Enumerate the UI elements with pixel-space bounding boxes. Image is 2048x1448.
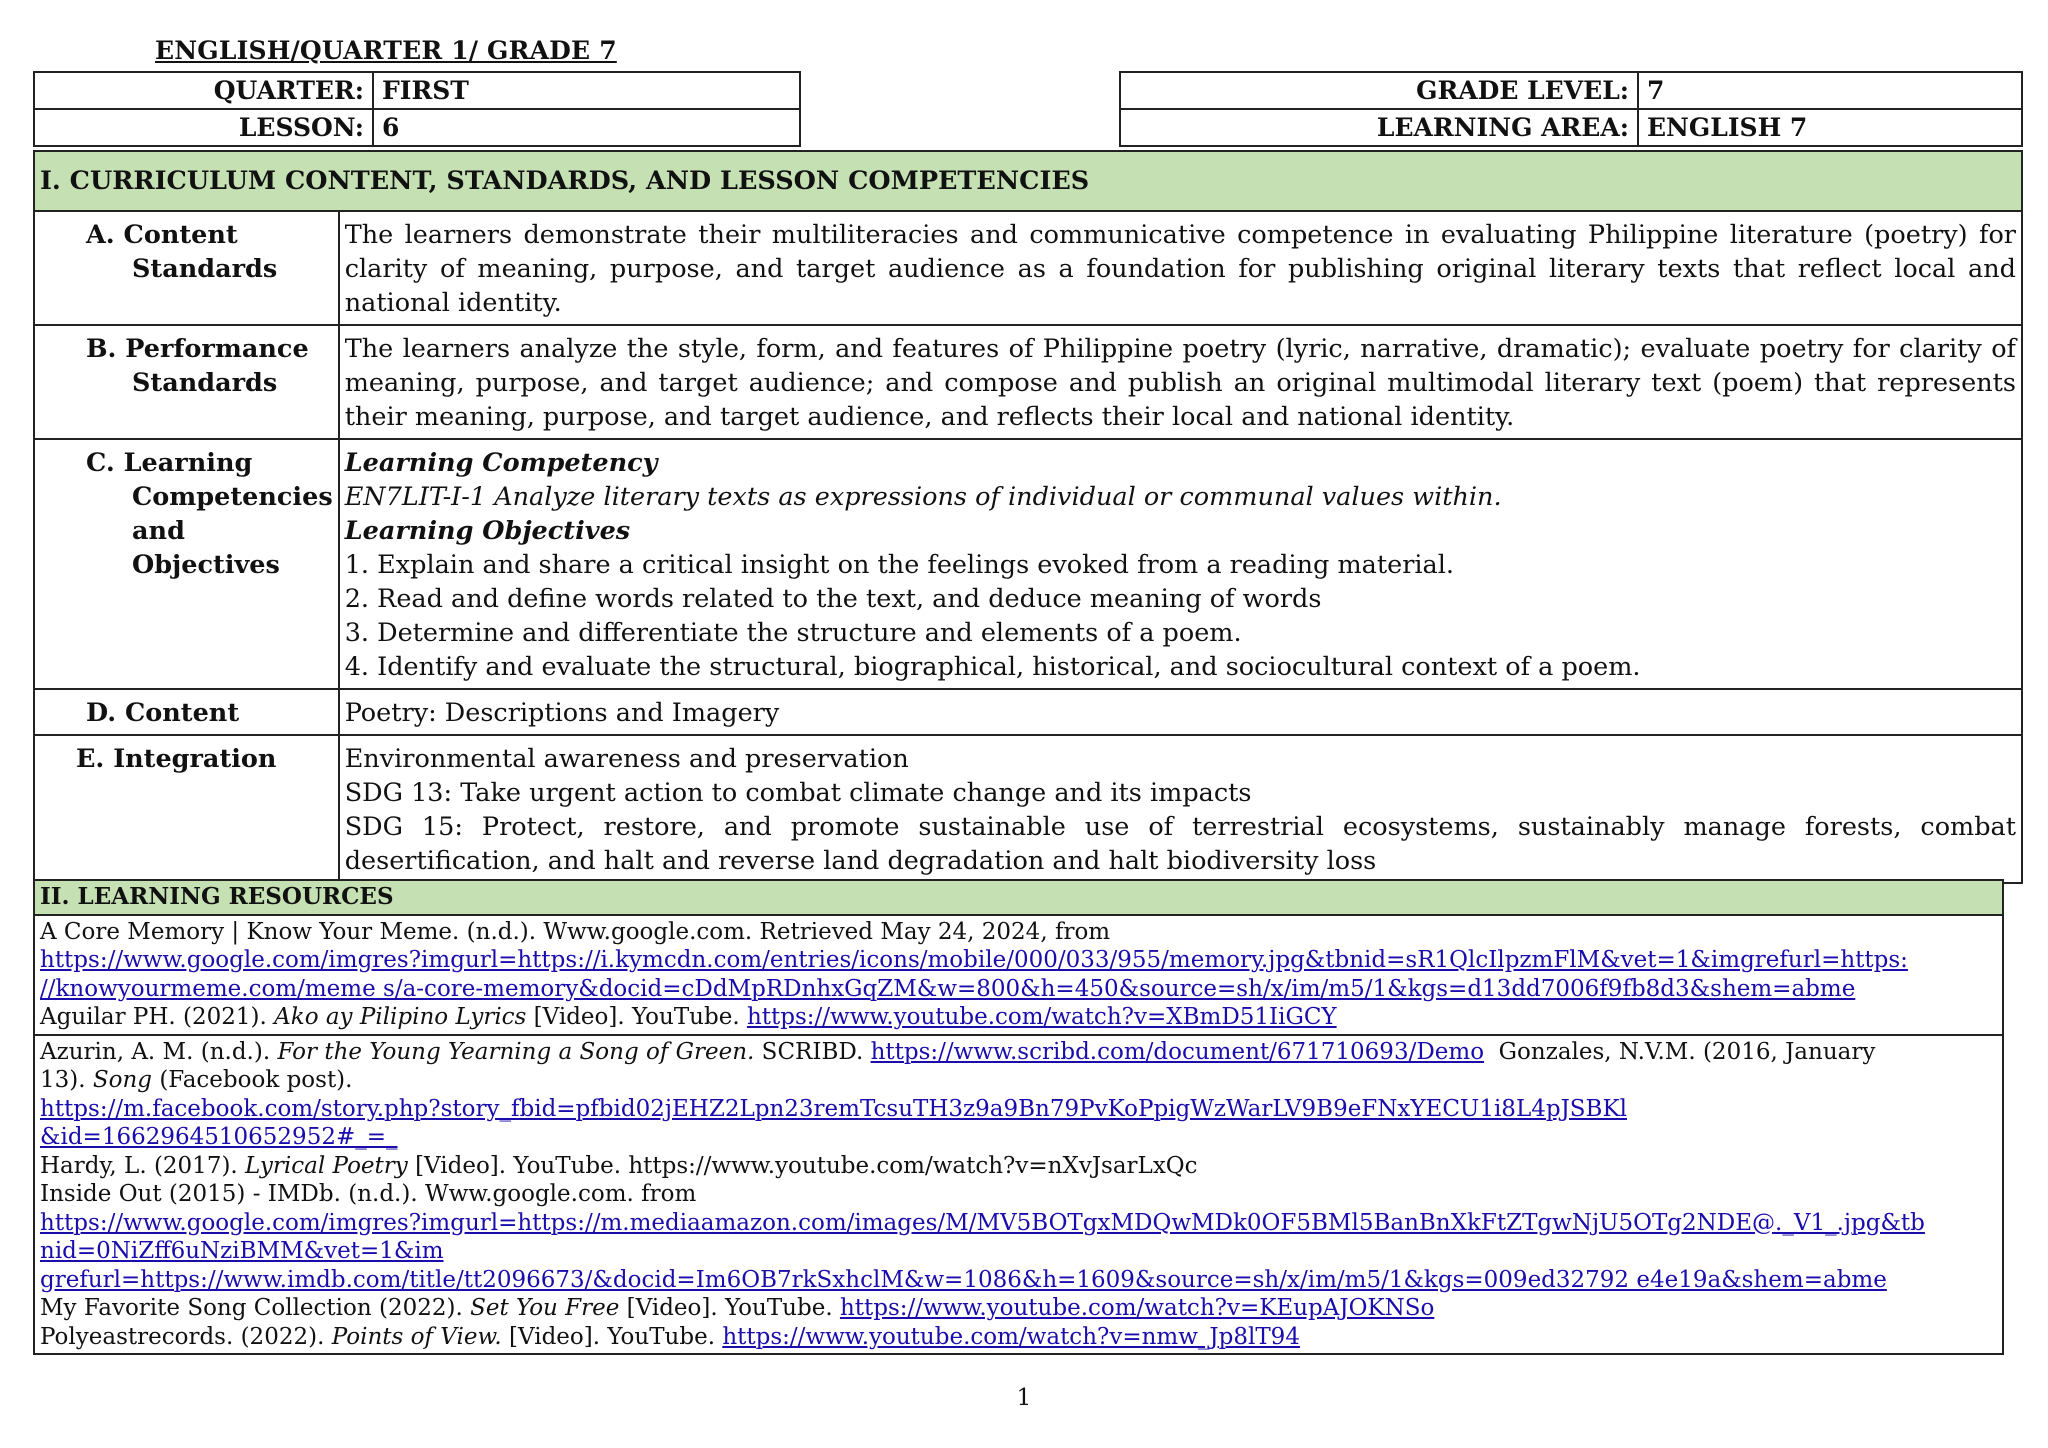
learning-area-label: LEARNING AREA: (1120, 109, 1638, 146)
row-label-line: D. Content (86, 698, 240, 728)
learning-competencies-content (339, 439, 2022, 689)
reference-entry (40, 1003, 1997, 1032)
reference-text: 13). (40, 1067, 93, 1093)
section-1-heading: I. CURRICULUM CONTENT, STANDARDS, AND LESSON COMPETENCIES (34, 151, 2022, 211)
objective-item: 1. Explain and share a critical insight on the feelings evoked from a reading material. (344, 550, 1454, 580)
document-title: ENGLISH/QUARTER 1/ GRADE 7 (155, 36, 617, 65)
grade-level-label: GRADE LEVEL: (1120, 72, 1638, 109)
reference-title: Points of View. (331, 1323, 502, 1350)
reference-link[interactable]: https://www.google.com/imgres?imgurl=https://m.mediaamazon.com/images/M/MV5BOTgxMDQwMDk0OF5BMl5BanBnXkFtZTgwNjU5OTg2NDE@._V1_.jpg&tb (40, 1209, 1925, 1236)
objective-item: 4. Identify and evaluate the structural, biographical, historical, and sociocultural context of a poem. (344, 652, 1641, 682)
reference-link[interactable]: https://www.youtube.com/watch?v=XBmD51IiGCY (746, 1004, 1337, 1030)
row-label-line: Competencies (132, 482, 333, 512)
reference-text: [Video]. YouTube. (526, 1004, 747, 1030)
objective-item: 3. Determine and differentiate the structure and elements of a poem. (344, 618, 1242, 648)
quarter-value: FIRST (373, 72, 800, 109)
integration-label (34, 735, 339, 883)
reference-text: SCRIBD. (754, 1038, 871, 1065)
resource-block-1 (34, 915, 2003, 1035)
reference-link[interactable]: &id=1662964510652952#_=_ (40, 1124, 398, 1150)
reference-title: For the Young Yearning a Song of Green. (277, 1038, 755, 1065)
reference-text: Inside Out (2015) - IMDb. (n.d.). Www.google.com. from (40, 1181, 697, 1207)
reference-entry (40, 1038, 1997, 1067)
reference-link[interactable]: https://www.youtube.com/watch?v=nmw_Jp8lT94 (722, 1323, 1300, 1350)
integration-content (339, 735, 2022, 883)
objective-item: 2. Read and define words related to the text, and deduce meaning of words (344, 584, 1322, 614)
row-label-line: and (132, 516, 185, 546)
row-label-line: E. Integration (76, 744, 277, 774)
grade-level-value: 7 (1638, 72, 2022, 109)
content-label (34, 689, 339, 735)
reference-text: [Video]. YouTube. (619, 1295, 840, 1321)
header-right-table (1119, 71, 2023, 147)
competency-heading: Learning Competency (344, 448, 658, 478)
reference-entry (40, 1323, 1997, 1352)
content-standards-text: The learners demonstrate their multiliteracies and communicative competence in evaluating Philippine literature (poetry) for clarity of meaning, purpose, and target audience as a foundation for publishing original literary texts that reflect local and national identity. (339, 211, 2022, 325)
reference-text: A Core Memory | Know Your Meme. (n.d.). Www.google.com. Retrieved May 24, 2024, from (40, 918, 1111, 945)
content-standards-row (34, 211, 2022, 325)
row-label-line: Standards (132, 254, 278, 284)
resource-block-2 (34, 1035, 2003, 1355)
row-label-line: Standards (132, 368, 278, 398)
performance-standards-label (34, 325, 339, 439)
learning-resources-table (33, 879, 2004, 1355)
competency-text: EN7LIT-I-1 Analyze literary texts as expressions of individual or communal values within. (344, 482, 1502, 512)
content-standards-label (34, 211, 339, 325)
reference-title: Lyrical Poetry (245, 1152, 408, 1179)
reference-link[interactable]: //knowyourmeme.com/meme s/a-core-memory&docid=cDdMpRDnhxGqZM&w=800&h=450&source=sh/x/im/m5/1&kgs=d13dd7006f9fb8d3&shem=abme (40, 975, 1856, 1002)
curriculum-table (33, 150, 2023, 884)
learning-competencies-label (34, 439, 339, 689)
reference-link[interactable]: https://www.youtube.com/watch?v=KEupAJOKNSo (839, 1295, 1435, 1321)
header-left-table (33, 71, 801, 147)
reference-text: [Video]. YouTube. https://www.youtube.com/watch?v=nXvJsarLxQc (407, 1152, 1198, 1179)
reference-link[interactable]: https://www.scribd.com/document/671710693/Demo (870, 1038, 1485, 1065)
content-text: Poetry: Descriptions and Imagery (339, 689, 2022, 735)
performance-standards-text: The learners analyze the style, form, and features of Philippine poetry (lyric, narrative, dramatic); evaluate poetry for clarity of meaning, purpose, and target audience; and compose and publish an original multimodal literary text (poem) that represents their meaning, purpose, and target audience, and reflects their local and national identity. (339, 325, 2022, 439)
reference-link[interactable]: https://www.google.com/imgres?imgurl=https://i.kymcdn.com/entries/icons/mobile/000/033/955/memory.jpg&tbnid=sR1QlcIlpzmFlM&vet=1&imgrefurl=https: (40, 947, 1908, 973)
row-label-line: B. Performance (86, 334, 309, 364)
reference-text: My Favorite Song Collection (2022). (40, 1295, 471, 1321)
reference-text: Azurin, A. M. (n.d.). (40, 1038, 278, 1065)
reference-text: (Facebook post). (152, 1067, 353, 1093)
lesson-label: LESSON: (34, 109, 373, 146)
row-label-line: A. Content (86, 220, 238, 250)
reference-entry (40, 1294, 1997, 1323)
reference-entry (40, 1152, 1997, 1181)
section-2-heading: II. LEARNING RESOURCES (34, 880, 2003, 915)
reference-title: Song (92, 1067, 153, 1093)
reference-text: Polyeastrecords. (2022). (40, 1323, 332, 1350)
learning-competencies-row (34, 439, 2022, 689)
reference-text: Gonzales, N.V.M. (2016, January (1484, 1038, 1876, 1065)
lesson-value: 6 (373, 109, 800, 146)
page-number: 1 (1016, 1385, 1032, 1411)
integration-line: SDG 15: Protect, restore, and promote sustainable use of terrestrial ecosystems, sustainably manage forests, combat desertification, and halt and reverse land degradation and halt biodiversity loss (344, 812, 2016, 876)
reference-text: Hardy, L. (2017). (40, 1152, 246, 1179)
reference-link[interactable]: grefurl=https://www.imdb.com/title/tt2096673/&docid=Im6OB7rkSxhclM&w=1086&h=1609&source=sh/x/im/m5/1&kgs=009ed32792 e4e19a&shem=abme (40, 1266, 1887, 1293)
row-label-line: C. Learning (86, 448, 253, 478)
reference-link[interactable]: nid=0NiZff6uNziBMM&vet=1&im (40, 1238, 444, 1264)
learning-area-value: ENGLISH 7 (1638, 109, 2022, 146)
reference-text: Aguilar PH. (2021). (40, 1004, 275, 1030)
performance-standards-row (34, 325, 2022, 439)
integration-line: Environmental awareness and preservation (344, 744, 909, 774)
integration-line: SDG 13: Take urgent action to combat climate change and its impacts (344, 778, 1252, 808)
content-row (34, 689, 2022, 735)
row-label-line: Objectives (132, 550, 280, 580)
reference-title: Ako ay Pilipino Lyrics (274, 1004, 527, 1030)
reference-title: Set You Free (470, 1295, 620, 1321)
objectives-heading: Learning Objectives (344, 516, 631, 546)
reference-text: [Video]. YouTube. (501, 1323, 723, 1350)
quarter-label: QUARTER: (34, 72, 373, 109)
integration-row (34, 735, 2022, 883)
reference-link[interactable]: https://m.facebook.com/story.php?story_fbid=pfbid02jEHZ2Lpn23remTcsuTH3z9a9Bn79PvKoPpigWzWarLV9B9eFNxYECU1i8L4pJSBKl (40, 1095, 1627, 1122)
reference-entry (40, 1066, 1997, 1095)
